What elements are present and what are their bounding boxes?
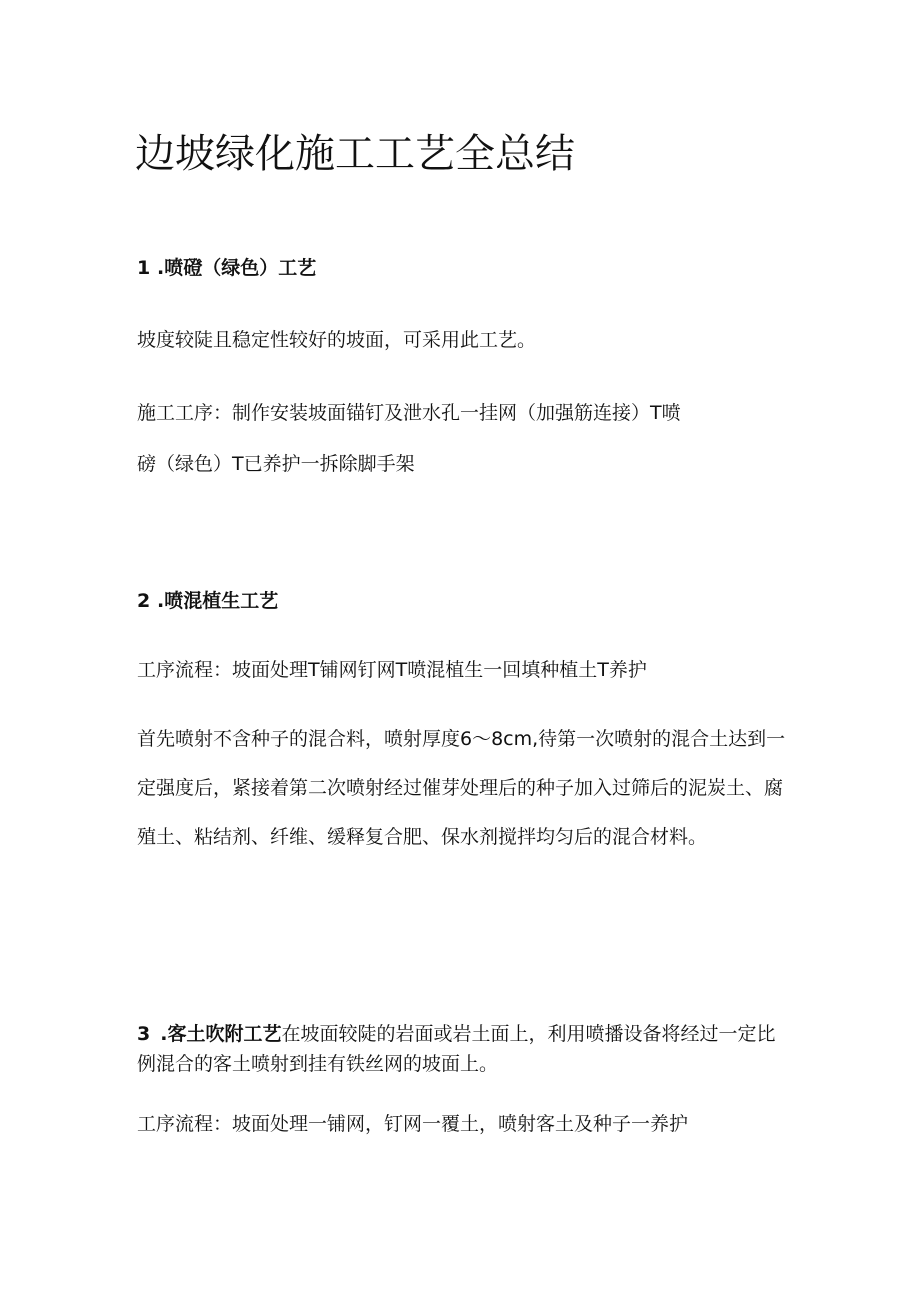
section-1-line-2: 施工工序：制作安装坡面锚钉及泄水孔一挂网（加强筋连接）T喷 — [137, 402, 681, 424]
document-title: 边坡绿化施工工艺全总结 — [135, 131, 575, 177]
section-2-heading — [137, 589, 278, 613]
section-1-number: 1 — [137, 257, 151, 279]
section-3-block — [137, 1019, 787, 1079]
section-3-inline-text: 在坡面较陡的岩面或岩土面上，利用喷播设备将经过一定比例混合的客土喷射到挂有铁丝网的坡面上。 — [137, 1023, 776, 1075]
section-3-heading: .客土吹附工艺 — [160, 1023, 282, 1045]
section-3-line-1: 工序流程：坡面处理一铺网，钉网一覆土，喷射客土及种子一养护 — [137, 1113, 689, 1135]
section-1-line-1: 坡度较陡且稳定性较好的坡面，可采用此工艺。 — [137, 329, 537, 351]
section-2-line-1: 工序流程：坡面处理T铺网钉网T喷混植生一回填种植土T养护 — [137, 659, 647, 681]
section-2-number: 2 — [137, 590, 151, 612]
section-1-heading — [137, 256, 316, 280]
section-1-title: .喷磴（绿色）工艺 — [157, 257, 317, 279]
section-2-paragraph: 首先喷射不含种子的混合料，喷射厚度6～8cm,待第一次喷射的混合土达到一定强度后，紧接着第二次喷射经过催芽处理后的种子加入过筛后的泥炭土、腐殖土、粘结剂、纤维、缓释复合肥、保水剂搅拌均匀后的混合材料。 — [137, 728, 786, 848]
section-3-number: 3 — [137, 1023, 151, 1045]
section-1-line-3: 磅（绿色）T已养护一拆除脚手架 — [137, 453, 415, 475]
section-2-title: .喷混植生工艺 — [157, 590, 279, 612]
